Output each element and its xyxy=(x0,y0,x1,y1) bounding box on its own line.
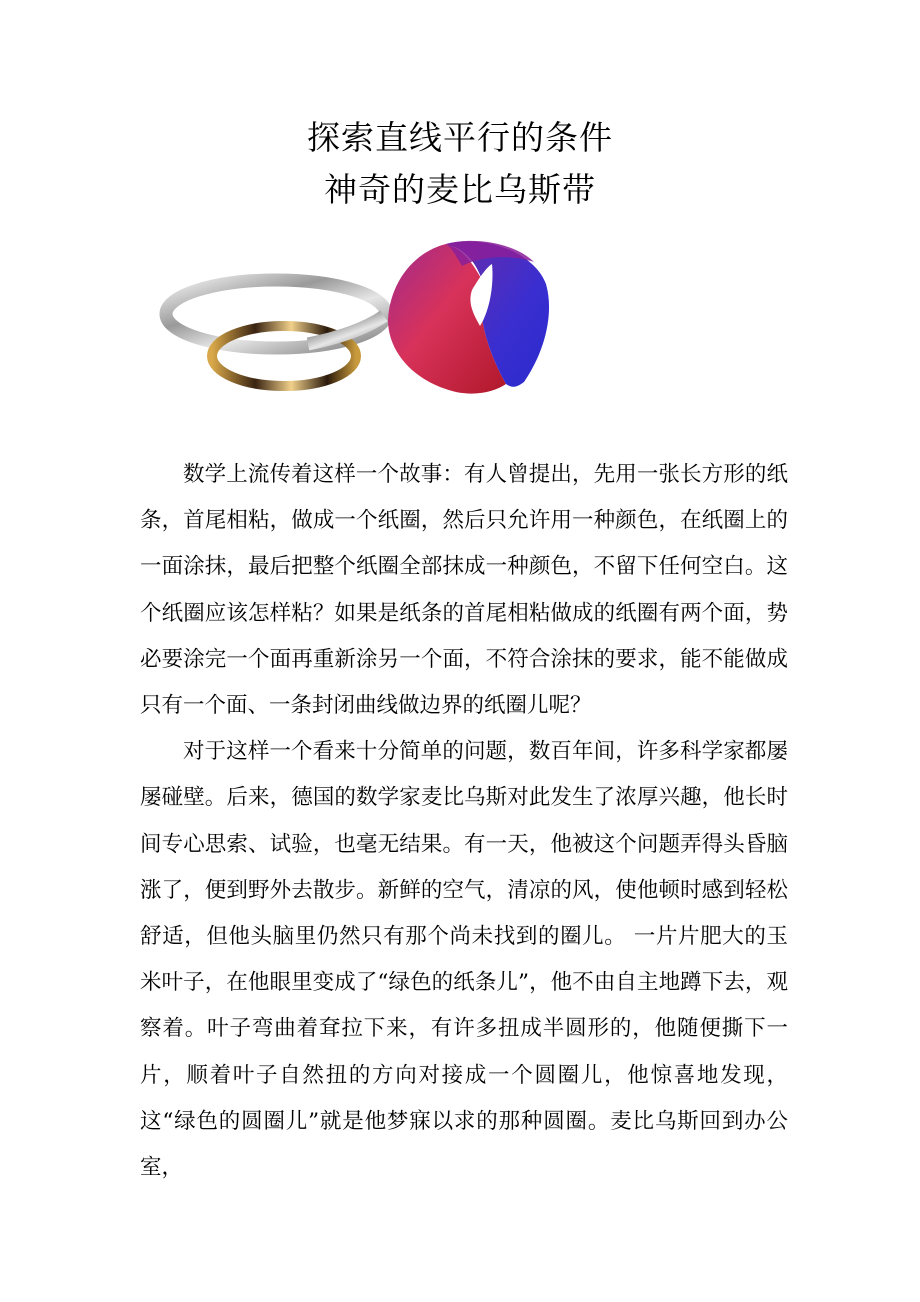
article-body xyxy=(140,452,788,1191)
title-line-2: 神奇的麦比乌斯带 xyxy=(324,170,596,209)
paragraph-1: 数学上流传着这样一个故事：有人曾提出，先用一张长方形的纸条，首尾相粘，做成一个纸圈，然后只允许用一种颜色，在纸圈上的一面涂抹，最后把整个纸圈全部抹成一种颜色，不留下任何空白。这个纸圈应该怎样粘？如果是纸条的首尾相粘做成的纸圈有两个面，势必要涂完一个面再重新涂另一个面，不符合涂抹的要求，能不能做成只有一个面、一条封闭曲线做边界的纸圈儿呢？ xyxy=(140,462,788,719)
figure-row xyxy=(158,232,558,402)
mobius-strip-image xyxy=(384,232,554,400)
linked-rings-image xyxy=(158,272,390,412)
document-title xyxy=(0,112,920,216)
paragraph-2: 对于这样一个看来十分简单的问题，数百年间，许多科学家都屡屡碰壁。后来，德国的数学家麦比乌斯对此发生了浓厚兴趣，他长时间专心思索、试验，也毫无结果。有一天，他被这个问题弄得头昏脑涨了，便到野外去散步。新鲜的空气，清凉的风，使他顿时感到轻松舒适，但他头脑里仍然只有那个尚未找到的圈儿。 一片片肥大的玉米叶子，在他眼里变成了“绿色的纸条儿”，他不由自主地蹲下去，观察着。叶子弯曲着耷拉下来，有许多扭成半圆形的，他随便撕下一片，顺着叶子自然扭的方向对接成一个圆圈儿，他惊喜地发现，这“绿色的圆圈儿”就是他梦寐以求的那种圆圈。麦比乌斯回到办公室， xyxy=(140,739,788,1181)
title-line-1: 探索直线平行的条件 xyxy=(307,118,613,157)
